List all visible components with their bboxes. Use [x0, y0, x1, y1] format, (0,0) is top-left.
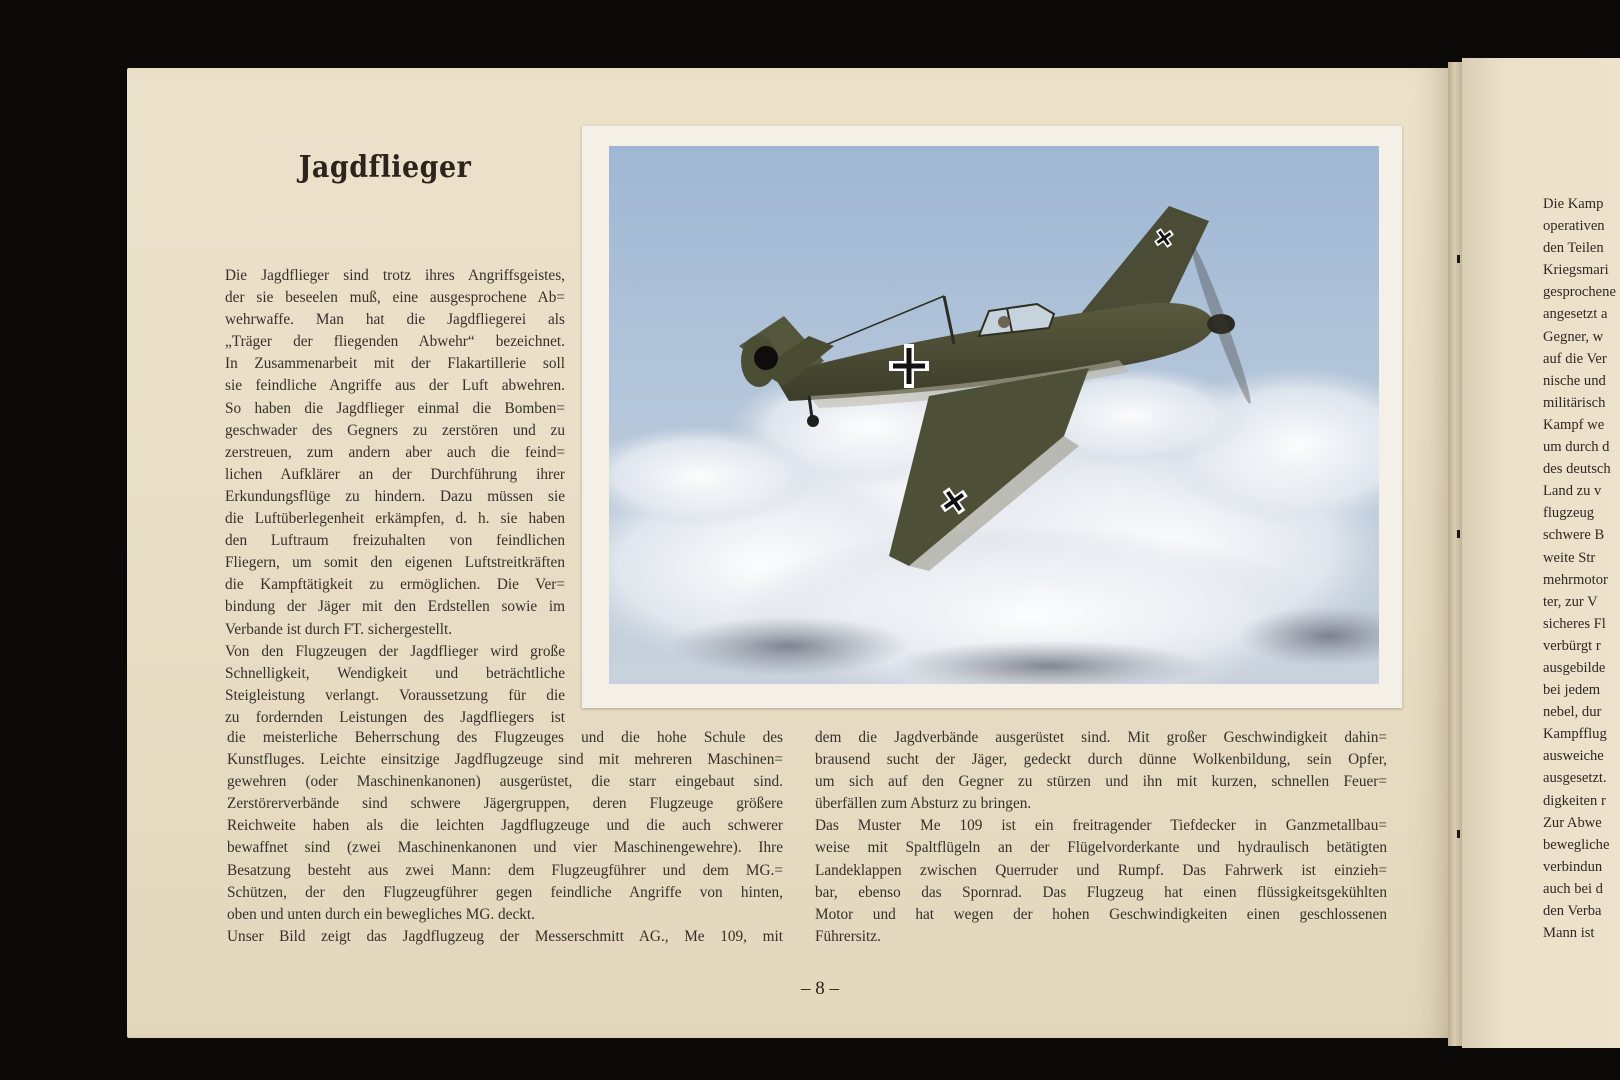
text-line: weise mit Spaltflügeln an der Flügelvorderkante und hydraulisch betätigten: [815, 839, 1387, 857]
page-title: Jagdflieger: [298, 150, 472, 185]
intro-column: [225, 265, 565, 729]
text-line: nebel, dur: [1543, 704, 1602, 721]
text-line: den Teilen: [1543, 240, 1604, 257]
text-line: Schützen, der den Flugzeugführer gegen feindliche Angriffe von hinten,: [227, 883, 783, 901]
me109-illustration: [609, 146, 1379, 684]
text-line: des deutsch: [1543, 461, 1611, 478]
next-page-text-column: [1543, 193, 1620, 944]
text-line: schwere B: [1543, 527, 1605, 544]
text-line: verbindun: [1543, 858, 1603, 875]
text-line: Besatzung besteht aus zwei Mann: dem Flugzeugführer und dem MG.=: [227, 861, 783, 879]
left-text-column: [227, 727, 783, 948]
text-line: flugzeug: [1543, 505, 1595, 522]
text-line: ausgebilde: [1543, 659, 1606, 676]
text-line: operativen: [1543, 218, 1605, 235]
text-line: gesprochene: [1543, 284, 1616, 301]
text-line: ausweiche: [1543, 748, 1604, 765]
binding-staple: [1457, 530, 1460, 538]
text-line: sie feindliche Angriffe aus der Luft abwehren.: [225, 377, 565, 395]
text-line: lichen Aufklärer an der Durchführung ihrer: [225, 465, 565, 483]
text-line: die Kampftätigkeit zu ermöglichen. Die Ver=: [225, 576, 565, 594]
text-line: bar, ebenso das Spornrad. Das Flugzeug hat einen flüssigkeitsgekühlten: [815, 883, 1387, 901]
text-line: überfällen zum Absturz zu bringen.: [815, 795, 1032, 813]
text-line: zu fordernden Leistungen des Jagdfliegers ist: [225, 708, 565, 726]
text-line: geschwader des Gegners zu zerstören und zu: [225, 421, 565, 439]
text-line: Verbande ist durch FT. sichergestellt.: [225, 620, 453, 638]
text-line: dem die Jagdverbände ausgerüstet sind. Mit großer Geschwindigkeit dahin=: [815, 729, 1387, 746]
text-line: oben und unten durch ein bewegliches MG. deckt.: [227, 905, 535, 923]
text-line: In Zusammenarbeit mit der Flakartillerie soll: [225, 355, 565, 373]
text-line: Die Jagdflieger sind trotz ihres Angriffsgeistes,: [225, 267, 565, 284]
right-text-column: [815, 727, 1387, 948]
text-line: ter, zur V: [1543, 593, 1598, 610]
text-line: sicheres Fl: [1543, 615, 1606, 632]
text-line: mehrmotor: [1543, 571, 1608, 588]
binding-staple: [1457, 255, 1460, 263]
text-line: Schnelligkeit, Wendigkeit und beträchtliche: [225, 664, 565, 682]
text-line: Reichweite haben als die leichten Jagdflugzeuge und die auch schwerer: [227, 817, 783, 835]
text-line: um sich auf den Gegner zu stürzen und ihn mit kurzen, schnellen Feuer=: [815, 773, 1387, 791]
text-line: um durch d: [1543, 439, 1610, 456]
text-line: So haben die Jagdflieger einmal die Bomben=: [225, 399, 565, 417]
text-line: wehrwaffe. Man hat die Jagdfliegerei als: [225, 311, 565, 329]
page-number: – 8 –: [801, 978, 839, 999]
text-line: Unser Bild zeigt das Jagdflugzeug der Messerschmitt AG., Me 109, mit: [227, 927, 783, 945]
text-line: Kampfflug: [1543, 726, 1607, 743]
text-line: den Verba: [1543, 903, 1602, 919]
text-line: nische und: [1543, 372, 1606, 389]
text-line: Zur Abwe: [1543, 814, 1602, 831]
text-line: Kriegsmari: [1543, 262, 1609, 279]
text-line: brausend sucht der Jäger, gedeckt durch dünne Wolkenbildung, sein Opfer,: [815, 751, 1387, 769]
text-line: Führersitz.: [815, 927, 881, 945]
aircraft-photo-card: [582, 126, 1402, 708]
text-line: bewaffnet sind (zwei Maschinenkanonen und vier Maschinengewehre). Ihre: [227, 839, 783, 857]
text-line: ausgesetzt.: [1543, 770, 1607, 787]
text-line: Kampf we: [1543, 416, 1605, 433]
text-line: den Luftraum freizuhalten von feindlichen: [225, 532, 565, 550]
text-line: Die Kamp: [1543, 196, 1604, 212]
text-line: militärisch: [1543, 394, 1606, 411]
text-line: verbürgt r: [1543, 637, 1601, 654]
text-line: gewehren (oder Maschinenkanonen) ausgerüstet, die starr eingebaut sind.: [227, 773, 783, 791]
text-line: der sie beseelen muß, eine ausgesprochene Ab=: [225, 289, 565, 307]
text-line: Zerstörerverbände sind schwere Jägergruppen, deren Flugzeuge größere: [227, 795, 783, 813]
punched-hole: [754, 346, 778, 370]
text-line: Motor und hat wegen der hohen Geschwindigkeiten einen geschlossenen: [815, 905, 1387, 923]
text-line: bindung der Jäger mit den Erdstellen sowie im: [225, 598, 565, 616]
text-line: Land zu v: [1543, 483, 1602, 500]
text-line: Das Muster Me 109 ist ein freitragender Tiefdecker in Ganzmetallbau=: [815, 817, 1387, 835]
text-line: Mann ist: [1543, 925, 1595, 942]
text-line: bewegliche: [1543, 836, 1610, 853]
text-line: angesetzt a: [1543, 306, 1608, 323]
text-line: bei jedem: [1543, 682, 1601, 699]
text-line: digkeiten r: [1543, 792, 1606, 809]
text-line: Kunstfluges. Leichte einsitzige Jagdflugzeuge sind mit mehreren Maschinen=: [227, 751, 783, 769]
text-line: Von den Flugzeugen der Jagdflieger wird große: [225, 642, 565, 660]
text-line: Erkundungsflüge zu hindern. Dazu müssen sie: [225, 487, 565, 505]
text-line: Gegner, w: [1543, 328, 1604, 345]
text-line: Fliegern, um somit den eigenen Luftstreitkräften: [225, 554, 565, 572]
binding-staple: [1457, 830, 1460, 838]
text-line: zerstreuen, zum andern aber auch die feind=: [225, 443, 565, 461]
text-line: die meisterliche Beherrschung des Flugzeuges und die hohe Schule des: [227, 729, 783, 746]
text-line: Steigleistung verlangt. Voraussetzung für die: [225, 686, 565, 704]
text-line: die Luftüberlegenheit erkämpfen, d. h. sie haben: [225, 510, 565, 528]
text-line: Landeklappen zwischen Querruder und Rumpf. Das Fahrwerk ist einzieh=: [815, 861, 1387, 879]
text-line: weite Str: [1543, 549, 1596, 566]
text-line: auf die Ver: [1543, 350, 1607, 367]
text-line: auch bei d: [1543, 880, 1603, 897]
text-line: „Träger der fliegenden Abwehr“ bezeichnet.: [225, 333, 565, 351]
